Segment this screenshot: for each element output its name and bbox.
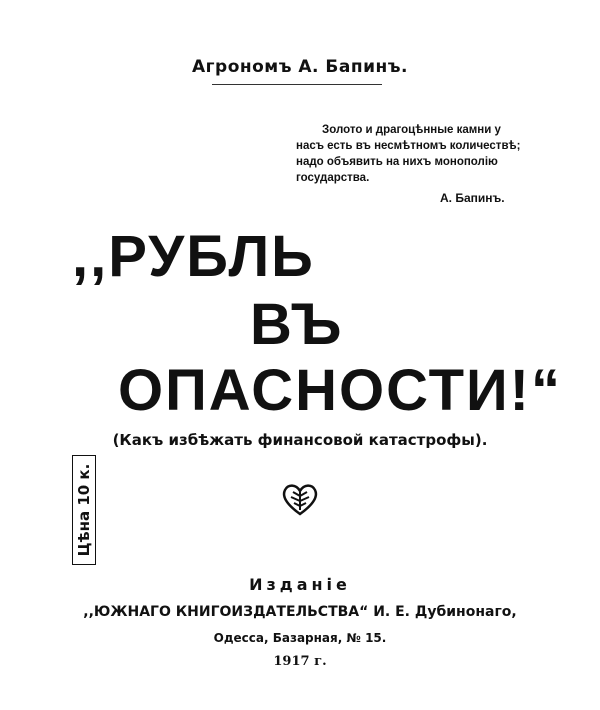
epigraph [296,122,536,186]
epigraph-line: государства. [296,172,370,184]
subtitle: (Какъ избѣжать финансовой катастрофы). [112,431,488,449]
title-line-2: ВЪ [250,292,344,357]
divider [212,84,382,85]
price-box [72,455,96,565]
epigraph-line: насъ есть въ несмѣтномъ количествѣ; [296,140,521,152]
publisher: ,,ЮЖНАГО КНИГОИЗДАТЕЛЬСТВА“ И. Е. Дубинонаго, [83,604,517,620]
year: 1917 г. [273,654,327,669]
address: Одесса, Базарная, № 15. [213,631,387,645]
epigraph-line: Золото и драгоцѣнные камни у [322,124,501,136]
price: Цѣна 10 к. [75,463,93,557]
title-line-1: ,,РУБЛЬ [72,224,315,289]
imprint-label: Изданіе [249,575,351,594]
epigraph-signature: А. Бапинъ. [440,191,505,205]
heart-ornament-icon [282,482,318,516]
epigraph-line: надо объявить на нихъ монополію [296,156,498,168]
author: Агрономъ А. Бапинъ. [192,57,408,77]
title-line-3: ОПАСНОСТИ!“ [118,358,563,423]
